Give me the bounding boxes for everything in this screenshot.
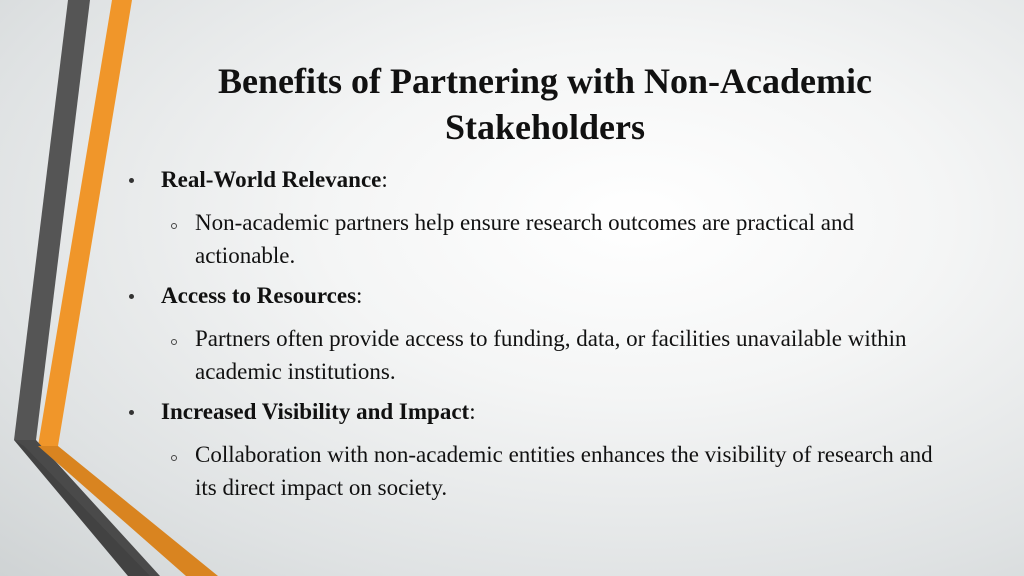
sub-bullet-text: Non-academic partners help ensure research outcomes are practical and actionable. bbox=[195, 210, 854, 268]
sub-bullet-text: Partners often provide access to funding, data, or facilities unavailable within academic institutions. bbox=[195, 326, 907, 384]
bullet-list bbox=[124, 162, 954, 512]
sub-bullet-item bbox=[124, 206, 954, 272]
hollow-circle-icon bbox=[171, 223, 177, 229]
filled-dot-icon bbox=[129, 294, 134, 299]
bullet-item-increased-visibility bbox=[124, 396, 954, 428]
bullet-item-real-world-relevance bbox=[124, 164, 954, 196]
sub-bullet-item bbox=[124, 322, 954, 388]
sub-bullet-item bbox=[124, 438, 954, 504]
bullet-heading: Real-World Relevance bbox=[161, 167, 382, 192]
bullet-item-access-to-resources bbox=[124, 280, 954, 312]
filled-dot-icon bbox=[129, 178, 134, 183]
sub-bullet-text: Collaboration with non-academic entities enhances the visibility of research and its direct impact on society. bbox=[195, 442, 933, 500]
bullet-heading: Increased Visibility and Impact bbox=[161, 399, 470, 424]
bullet-separator: : bbox=[381, 167, 388, 192]
slide-title: Benefits of Partnering with Non-Academic Stakeholders bbox=[218, 61, 872, 147]
filled-dot-icon bbox=[129, 410, 134, 415]
bullet-separator: : bbox=[356, 283, 363, 308]
bullet-heading: Access to Resources bbox=[161, 283, 357, 308]
hollow-circle-icon bbox=[171, 455, 177, 461]
bullet-separator: : bbox=[469, 399, 476, 424]
hollow-circle-icon bbox=[171, 339, 177, 345]
